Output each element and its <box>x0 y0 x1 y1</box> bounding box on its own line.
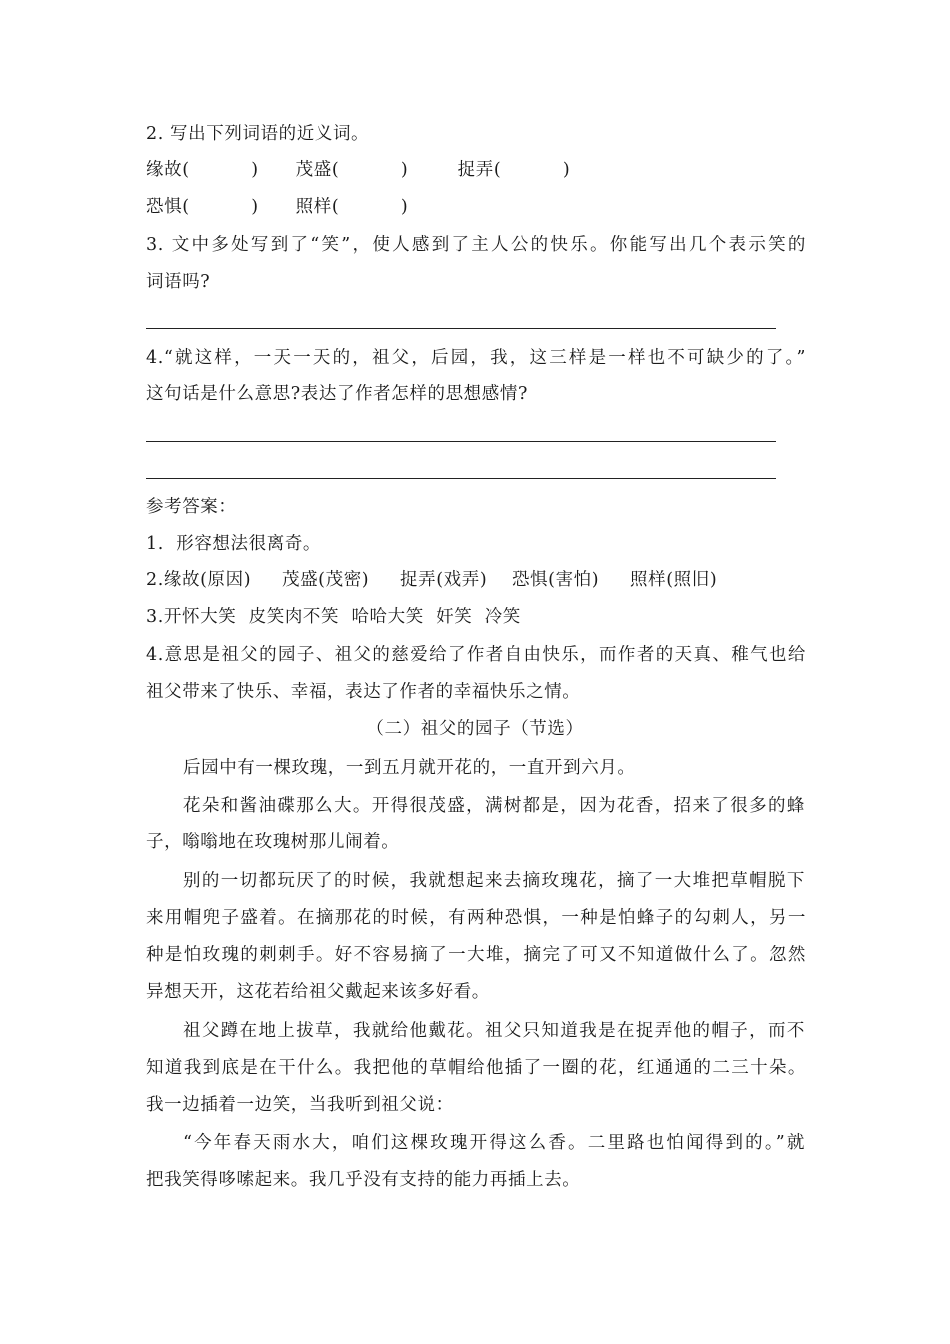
answer-line-q4-1 <box>146 441 776 442</box>
paragraph-line: 种是怕玫瑰的刺刺手。好不容易摘了一大堆，摘完了可又不知道做什么了。忽然 <box>146 945 806 965</box>
answer-2: 2.缘故(原因) 茂盛(茂密) 捉弄(戏弄) 恐惧(害怕) 照样(照旧) <box>146 570 718 590</box>
section-title: （二）祖父的园子（节选） <box>366 719 584 739</box>
answer-4-line-1: 4.意思是祖父的园子、祖父的慈爱给了作者自由快乐，而作者的天真、稚气也给 <box>146 645 806 665</box>
paragraph-line: 知道我到底是在干什么。我把他的草帽给他插了一圈的花，红通通的二三十朵。 <box>146 1058 806 1078</box>
q4-line-2: 这句话是什么意思?表达了作者怎样的思想感情? <box>146 384 528 404</box>
answers-heading: 参考答案： <box>146 497 237 517</box>
paragraph-line: 来用帽兜子盛着。在摘那花的时候，有两种恐惧，一种是怕蜂子的勾刺人，另一 <box>146 908 806 928</box>
paragraph-line: 后园中有一棵玫瑰，一到五月就开花的，一直开到六月。 <box>183 758 636 778</box>
q2-title: 2. 写出下列词语的近义词。 <box>146 124 370 144</box>
q2-row-2: 恐惧( ) 照样( ) <box>146 197 409 217</box>
paragraph-line: 子，嗡嗡地在玫瑰树那儿闹着。 <box>146 832 400 852</box>
paragraph-line: 我一边插着一边笑，当我听到祖父说： <box>146 1095 454 1115</box>
paragraph-line: 把我笑得哆嗦起来。我几乎没有支持的能力再插上去。 <box>146 1170 581 1190</box>
answer-3: 3.开怀大笑 皮笑肉不笑 哈哈大笑 奸笑 冷笑 <box>146 607 521 627</box>
q3-line-1: 3. 文中多处写到了“笑”，使人感到了主人公的快乐。你能写出几个表示笑的 <box>146 235 806 255</box>
paragraph-line: 祖父蹲在地上拔草，我就给他戴花。祖父只知道我是在捉弄他的帽子，而不 <box>183 1021 805 1041</box>
paragraph-line: 花朵和酱油碟那么大。开得很茂盛，满树都是，因为花香，招来了很多的蜂 <box>183 796 805 816</box>
q4-line-1: 4.“就这样，一天一天的，祖父，后园，我，这三样是一样也不可缺少的了。” <box>146 348 806 368</box>
paragraph-line: 异想天开，这花若给祖父戴起来该多好看。 <box>146 982 490 1002</box>
q3-line-2: 词语吗? <box>146 272 211 292</box>
answer-1: 1. 形容想法很离奇。 <box>146 534 322 554</box>
paragraph-line: 别的一切都玩厌了的时候，我就想起来去摘玫瑰花，摘了一大堆把草帽脱下 <box>183 871 805 891</box>
paragraph-line: “今年春天雨水大，咱们这棵玫瑰开得这么香。二里路也怕闻得到的。”就 <box>183 1133 805 1153</box>
answer-4-line-2: 祖父带来了快乐、幸福，表达了作者的幸福快乐之情。 <box>146 682 581 702</box>
answer-line-q3 <box>146 328 776 329</box>
answer-line-q4-2 <box>146 478 776 479</box>
q2-row-1: 缘故( ) 茂盛( ) 捉弄( ) <box>146 160 571 180</box>
